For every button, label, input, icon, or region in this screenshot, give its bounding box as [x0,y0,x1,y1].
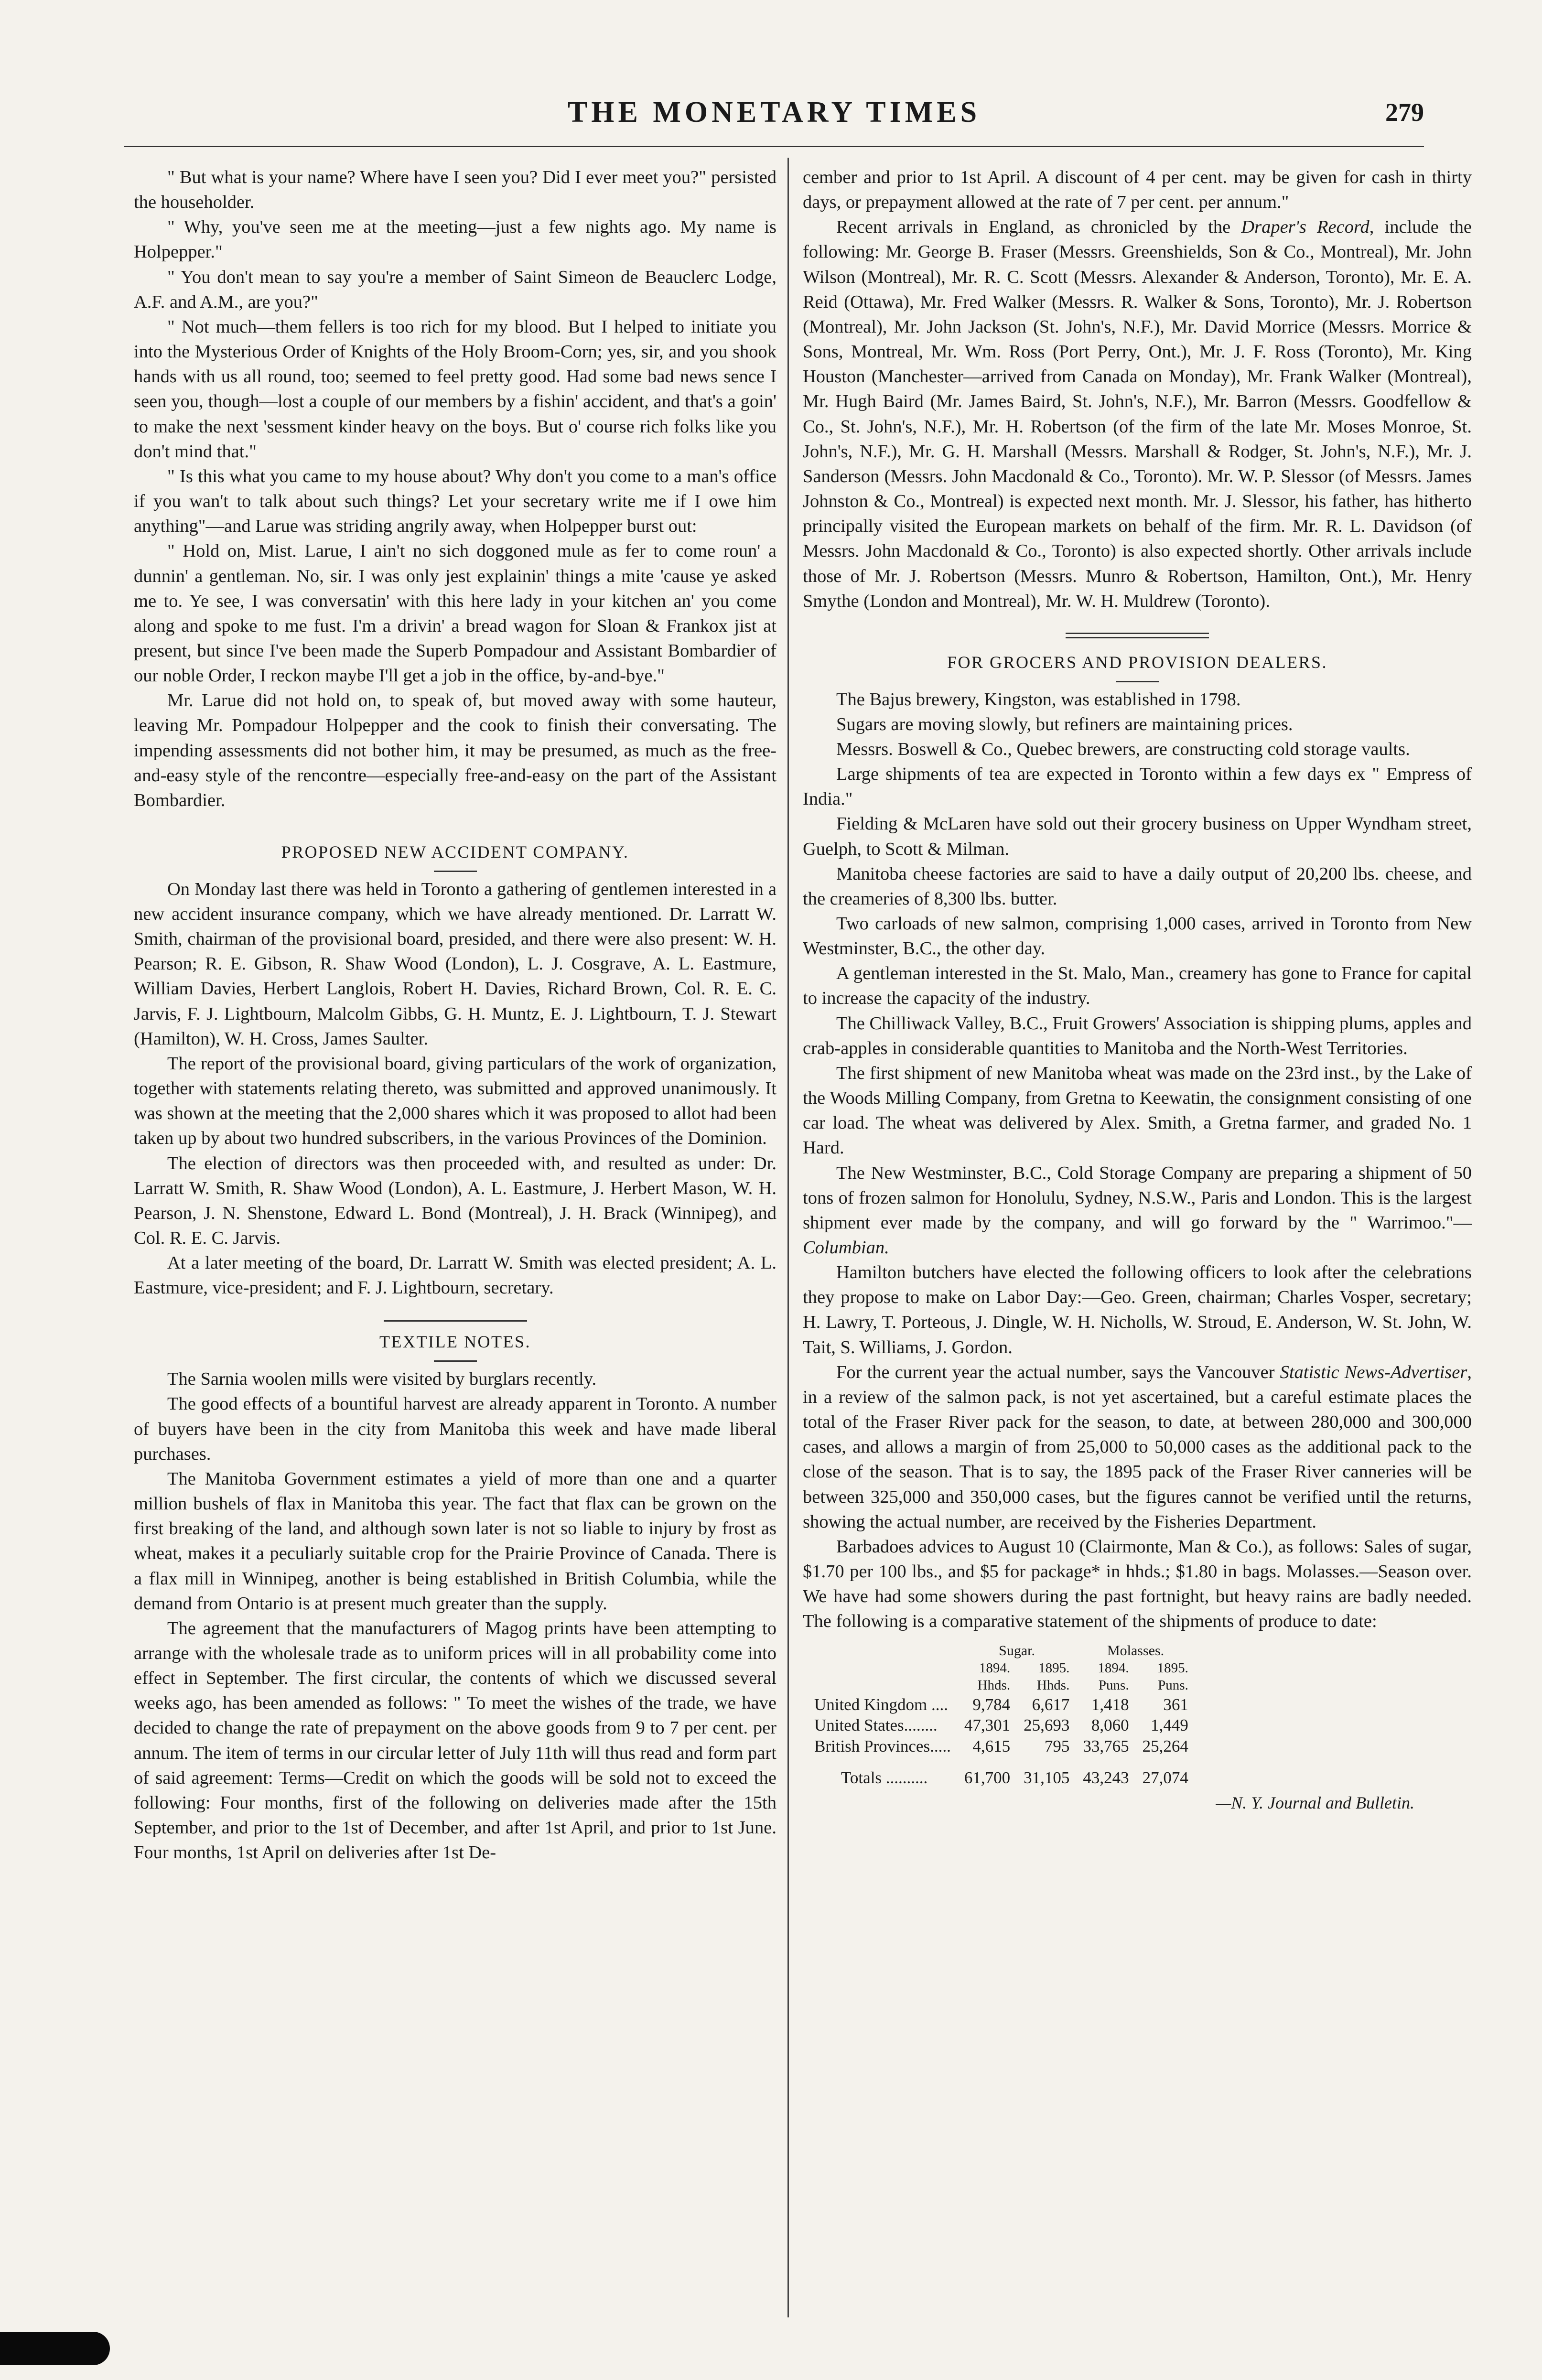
textile-heading: TEXTILE NOTES. [379,1332,531,1352]
arrivals-text-end: , include the following: Mr. George B. Fraser (Messrs. Greenshields, Son & Co., Montreal), Mr. John Wilson (Montreal), Mr. R. C. Scott (Messrs. Alexander & Anderson, Toronto), Mr. E. A. Reid (Ottawa), Mr. Fred Walker (Messrs. R. Walker & Sons, Toronto), Mr. J. Robertson (Montreal), Mr. John Jackson (St. John's, N.F.), Mr. David Morrice (Messrs. Morrice & Sons, Montreal, Mr. Wm. Ross (Port Perry, Ont.), Mr. J. F. Ross (Toronto), Mr. King Houston (Manchester—arrived from Canada on Monday), Mr. Frank Walker (Montreal), Mr. Hugh Baird (Mr. James Baird, St. John's, N.F.), Mr. Barron (Messrs. Goodfellow & Co., St. John's, N.F.), Mr. H. Robertson (of the firm of the late Mr. Moses Monroe, St. John's, N.F.), Mr. G. H. Marshall (Messrs. Marshall & Rodger, St. John's, N.F.), Mr. J. Sanderson (Messrs. John Macdonald & Co., Toronto). Mr. W. P. Slessor (of Messrs. James Johnston & Co., Montreal) is expected next month. Mr. J. Slessor, his father, has hitherto principally visited the European markets on behalf of the firm. Mr. R. L. Davidson (of Messrs. John Macdonald & Co., Toronto) is also expected shortly. Other arrivals include those of Mr. J. Robertson (Messrs. Munro & Robertson, Hamilton, Ont.), Mr. Henry Smythe (London and Montreal), Mr. W. H. Muldrew (Toronto). [803,217,1472,611]
column-divider [787,158,789,2317]
salmon-source: Statistic News-Advertiser [1280,1362,1467,1382]
total-cell: 43,243 [1083,1768,1129,1787]
textile-paragraph: The Sarnia woolen mills were visited by burglars recently. [167,1369,597,1389]
unit-header: Hhds. [977,1678,1011,1693]
grocers-paragraph: Fielding & McLaren have sold out their grocery business on Upper Wyndham street, Guelph, to Scott & Milman. [803,814,1472,859]
accident-paragraph: On Monday last there was held in Toronto a gathering of gentlemen interested in a new accident insurance company, which we have already mentioned. Dr. Larratt W. Smith, chairman of the provisional board, presided, and there were also present: W. H. Pearson; R. E. Gibson, R. Shaw Wood (London), L. J. Cosgrave, A. L. Eastmure, William Davies, Herbert Langlois, Robert H. Davies, Richard Brown, Col. R. E. C. Jarvis, F. J. Lightbourn, Malcolm Gibbs, G. H. Muntz, E. J. Lightbourn, T. J. Stewart (Hamilton), W. H. Cross, James Saulter. [134,879,776,1049]
arrivals-text-start: Recent arrivals in England, as chronicled by the [836,217,1241,237]
header-rule [124,146,1424,147]
grocers-paragraph: Manitoba cheese factories are said to have a daily output of 20,200 lbs. cheese, and the creameries of 8,300 lbs. butter. [803,863,1472,909]
salmon-text-start: For the current year the actual number, says the Vancouver [836,1362,1280,1382]
accident-paragraph: At a later meeting of the board, Dr. Larratt W. Smith was elected president; A. L. Eastmure, vice-president; and F. J. Lightbourn, secretary. [134,1253,776,1298]
section-rule [434,871,477,872]
left-column [134,165,776,1865]
year-header: 1894. [1098,1660,1129,1676]
total-cell: 31,105 [1024,1768,1070,1787]
story-paragraph: " You don't mean to say you're a member of Saint Simeon de Beauclerc Lodge, A.F. and A.M., are you?" [134,267,776,312]
right-column [803,165,1472,1814]
totals-row [808,1757,1195,1788]
story-paragraph: " Not much—them fellers is too rich for my blood. But I helped to initiate you into the Mysterious Order of Knights of the Holy Broom-Corn; yes, sir, and you shook hands with us all round, too; seemed to feel pretty good. Had some bad news sence I seen you, though—lost a couple of our members by a fishin' accident, and that's a goin' to make the next 'sessment kinder heavy on the boys. But o' course rich folks like you don't mind that." [134,316,776,462]
shipments-table [803,1642,1472,1814]
table-cell: 795 [1044,1737,1070,1756]
section-rule [434,1360,477,1362]
section-rule [1116,681,1159,682]
total-cell: 27,074 [1142,1768,1188,1787]
grocers-section [803,687,1472,1634]
page-header [124,96,1424,139]
table-cell: 361 [1163,1695,1188,1714]
textile-paragraph: The agreement that the manufacturers of Magog prints have been attempting to arrange with the wholesale trade as to uniform prices will in all probability come into effect in September. The first circular, the contents of which we discussed several weeks ago, has been amended as follows: " To meet the wishes of the trade, we have decided to change the rate of prepayment on the above goods from 9 to 7 per cent. per annum. The item of terms in our circular letter of July 11th will thus read and form part of said agreement: Terms—Credit on which the goods will be sold not to exceed the following: Four months, first of the following on deliveries made after the 15th September, and prior to the 1st of December, and after 1st April, and prior to 1st June. Four months, 1st April on deliveries after 1st De- [134,1618,776,1863]
salmon-paragraph [803,1360,1472,1534]
group-header-sugar: Sugar. [999,1642,1035,1658]
table-cell: 4,615 [972,1737,1011,1756]
barbados-paragraph: Barbadoes advices to August 10 (Clairmonte, Man & Co.), as follows: Sales of sugar, $1.70 per 100 lbs., and $5 for package* in hhds.; $1.80 in bags. Molasses.—Season over. We have had some showers during the past fortnight, but heavy rains are badly needed. The following is a comparative statement of the shipments of produce to date: [803,1536,1472,1632]
table-cell: 1,449 [1151,1716,1188,1735]
table-row [808,1694,1195,1715]
table-cell: 33,765 [1083,1737,1129,1756]
scan-edge-mark [0,2332,110,2365]
page-number: 279 [1385,98,1424,127]
year-header: 1894. [979,1660,1011,1676]
story-paragraph: " Is this what you came to my house about? Why don't you come to a man's office if you wan't to talk about such things? Let your secretary write me if I owe him anything"—and Larue was striding angrily away, when Holpepper burst out: [134,466,776,537]
table-row [808,1715,1195,1736]
table-cell: 9,784 [972,1695,1011,1714]
table-cell: 6,617 [1032,1695,1070,1714]
table-cell: 47,301 [964,1716,1011,1735]
grocers-paragraph: A gentleman interested in the St. Malo, Man., creamery has gone to France for capital to increase the capacity of the industry. [803,963,1472,1009]
table-cell: 1,418 [1091,1695,1129,1714]
table-cell: 8,060 [1091,1716,1129,1735]
year-header: 1895. [1038,1660,1070,1676]
story-paragraph: " But what is your name? Where have I seen you? Did I ever meet you?" persisted the householder. [134,167,776,213]
running-title: THE MONETARY TIMES [567,96,981,129]
story-paragraph: Mr. Larue did not hold on, to speak of, but moved away with some hauteur, leaving Mr. Pompadour Holpepper and the cook to finish their conversating. The impending assessments did not bother him, it may be presumed, as much as the free-and-easy style of the rencontre—especially free-and-easy on the part of the Assistant Bombardier. [134,690,776,810]
grocers-paragraph: Sugars are moving slowly, but refiners are maintaining prices. [836,714,1293,734]
accident-paragraph: The report of the provisional board, giving particulars of the work of organization, together with statements relating thereto, was submitted and approved unanimously. It was shown at the meeting that the 2,000 shares which it was proposed to allot had been taken up by about two hundred subscribers, in the various Provinces of the Dominion. [134,1053,776,1149]
row-label: United Kingdom .... [814,1695,948,1714]
continued-paragraph: cember and prior to 1st April. A discount of 4 per cent. may be given for cash in thirty days, or prepayment allowed at the rate of 7 per cent. per annum." [803,167,1472,213]
table-cell: 25,264 [1142,1737,1188,1756]
year-header: 1895. [1157,1660,1188,1676]
story-paragraph: " Why, you've seen me at the meeting—just a few nights ago. My name is Holpepper." [134,217,776,262]
westminster-paragraph [803,1161,1472,1260]
westminster-text: The New Westminster, B.C., Cold Storage Company are preparing a shipment of 50 tons of frozen salmon for Honolulu, Sydney, N.S.W., Paris and London. This is the largest shipment ever made by the company, and will go forward by the " Warrimoo."— [803,1163,1472,1233]
textile-paragraph: The Manitoba Government estimates a yield of more than one and a quarter million bushels of flax in Manitoba this year. The fact that flax can be grown on the first breaking of the land, and although sown later is not so liable to injury by frost as wheat, makes it a peculiarly suitable crop for the Prairie Province of Canada. There is a flax mill in Winnipeg, another is being established in British Columbia, while the demand from Ontario is at present much greater than the supply. [134,1468,776,1614]
unit-header: Hhds. [1036,1678,1070,1693]
section-separator-rule [1066,633,1209,638]
textile-paragraph: The good effects of a bountiful harvest are already apparent in Toronto. A number of buyers have been in the city from Manitoba this week and have made liberal purchases. [134,1394,776,1464]
unit-header: Puns. [1158,1678,1188,1693]
textile-section [134,1367,776,1865]
accident-paragraph: The election of directors was then proceeded with, and resulted as under: Dr. Larratt W. Smith, R. Shaw Wood (London), A. L. Eastmure, J. Herbert Mason, W. H. Pearson, J. N. Shenstone, Edward L. Bond (Montreal), J. H. Brack (Winnipeg), and Col. R. E. C. Jarvis. [134,1153,776,1249]
unit-header: Puns. [1098,1678,1129,1693]
story-paragraph: " Hold on, Mist. Larue, I ain't no sich doggoned mule as fer to come roun' a dunnin' a gentleman. No, sir. I was only jest explainin' things a mite 'cause ye asked me to. Ye see, I was conversatin' with this here lady in your kitchen an' you come along and spoke to me fust. I'm a drivin' a bread wagon for Sloan & Frankox jist at present, but since I've been made the Superb Pompadour and Assistant Bombardier of our noble Order, I reckon maybe I'll get a job in the office, by-and-bye." [134,541,776,686]
table-row [808,1736,1195,1757]
arrivals-source: Draper's Record [1241,217,1369,237]
table-cell: 25,693 [1024,1716,1070,1735]
table-attribution: —N. Y. Journal and Bulletin. [1216,1793,1414,1812]
total-cell: 61,700 [964,1768,1011,1787]
section-separator-rule [384,1320,527,1322]
group-header-molasses: Molasses. [1107,1642,1165,1658]
accident-heading: PROPOSED NEW ACCIDENT COMPANY. [281,842,629,862]
westminster-source: Columbian. [803,1238,889,1258]
grocers-paragraph: Messrs. Boswell & Co., Quebec brewers, are constructing cold storage vaults. [836,739,1410,759]
row-label: United States........ [814,1716,938,1735]
salmon-text-end: , in a review of the salmon pack, is not yet ascertained, but a careful estimate places the total of the Fraser River pack for the season, to date, at between 280,000 and 300,000 cases, and allows a margin of from 25,000 to 50,000 cases as the additional pack to the close of the season. That is to say, the 1895 pack of the Fraser River canneries will be between 325,000 and 350,000 cases, but the figures cannot be verified until the returns, showing the actual number, are received by the Fisheries Department. [803,1362,1472,1532]
grocers-paragraph: Large shipments of tea are expected in Toronto within a few days ex " Empress of India." [803,764,1472,809]
totals-label: Totals .......... [841,1768,928,1787]
grocers-paragraph: The Bajus brewery, Kingston, was established in 1798. [836,689,1241,710]
story-section [134,165,776,813]
grocers-paragraph: The first shipment of new Manitoba wheat was made on the 23rd inst., by the Lake of the Woods Milling Company, from Gretna to Keewatin, the consignment consisting of one car load. The wheat was delivered by Alex. Smith, a Gretna farmer, and graded No. 1 Hard. [803,1063,1472,1158]
grocers-heading: FOR GROCERS AND PROVISION DEALERS. [947,652,1328,672]
arrivals-paragraph [803,215,1472,614]
hamilton-paragraph: Hamilton butchers have elected the following officers to look after the celebrations they propose to make on Labor Day:—Geo. Green, chairman; Charles Vosper, secretary; H. Lawry, T. Porteous, J. Dingle, W. H. Nicholls, W. Stroud, E. Anderson, W. St. John, W. Tait, S. Williams, J. Gordon. [803,1262,1472,1357]
accident-section [134,877,776,1301]
grocers-paragraph: Two carloads of new salmon, comprising 1,000 cases, arrived in Toronto from New Westminster, B.C., the other day. [803,913,1472,959]
row-label: British Provinces..... [814,1737,951,1756]
grocers-paragraph: The Chilliwack Valley, B.C., Fruit Growers' Association is shipping plums, apples and crab-apples in considerable quantities to Manitoba and the North-West Territories. [803,1013,1472,1058]
